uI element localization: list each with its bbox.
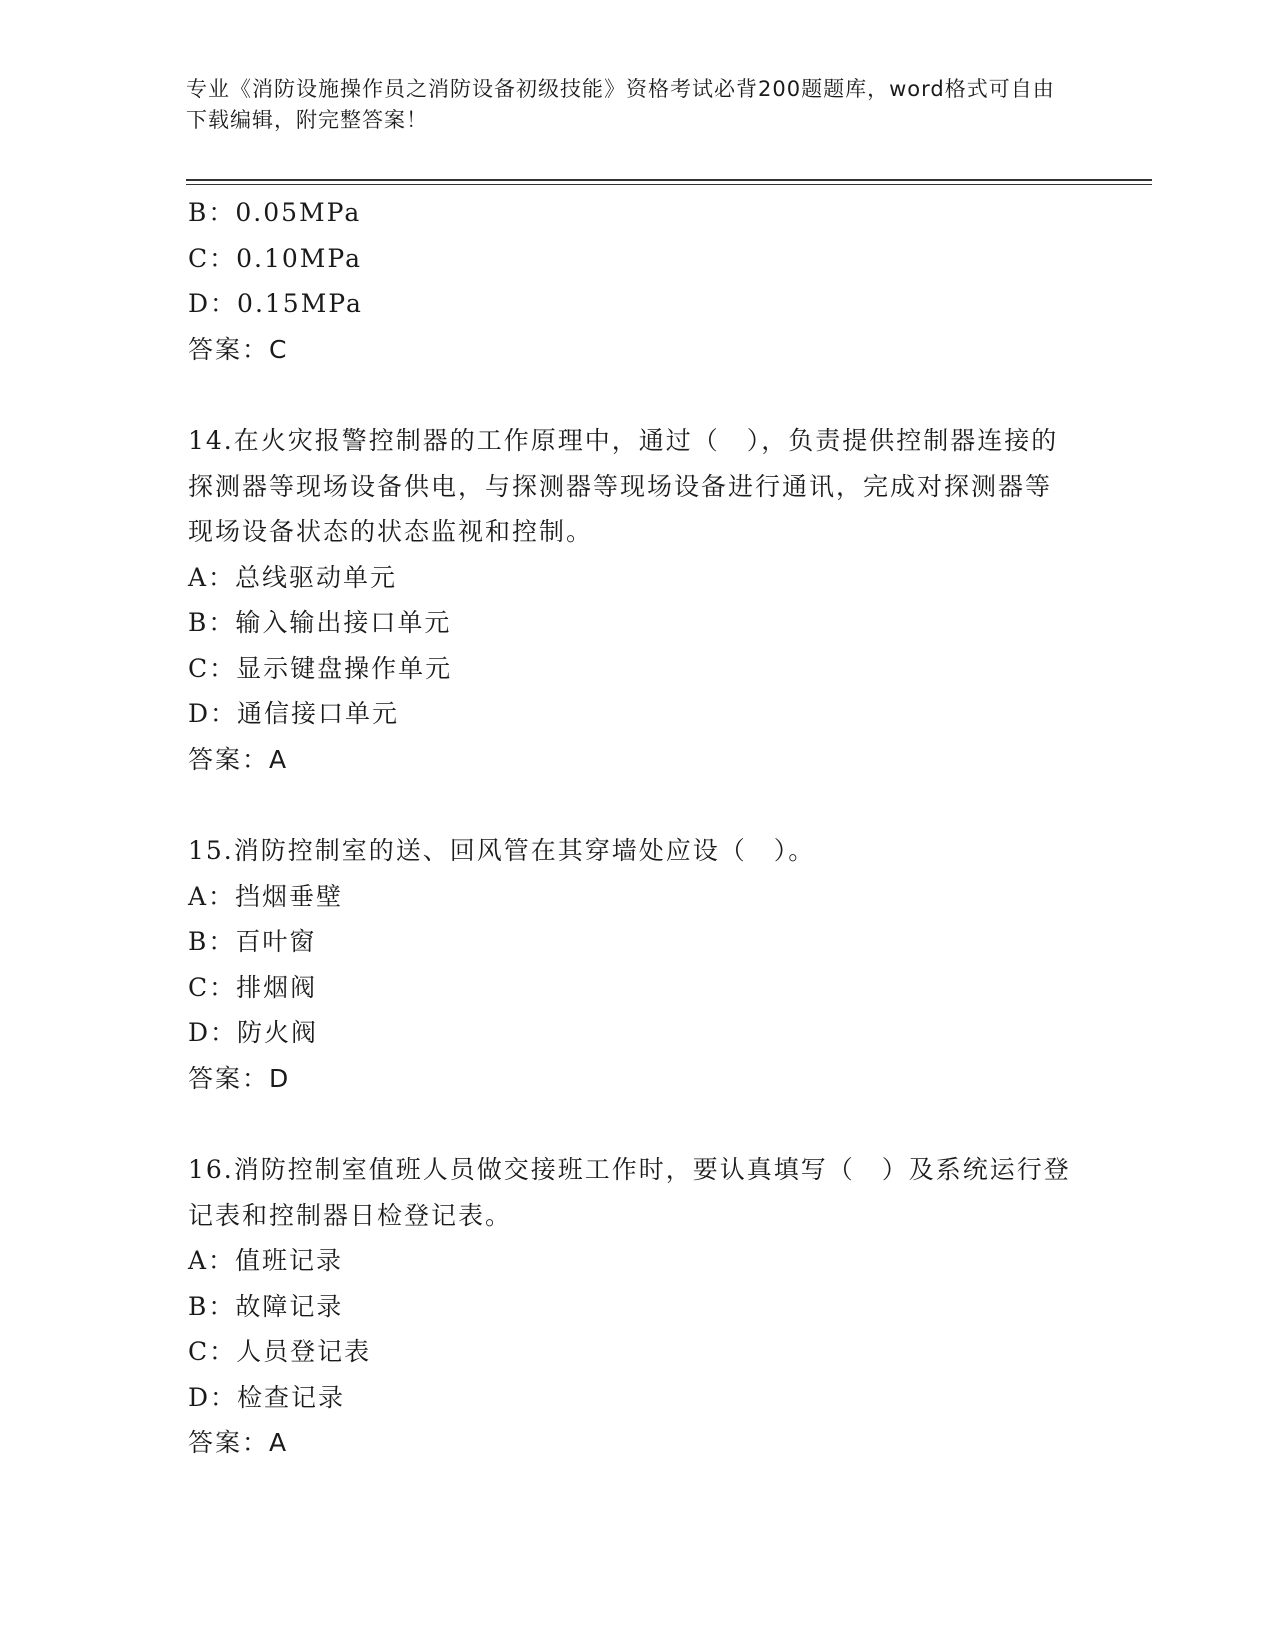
option-b: B：输入输出接口单元 <box>188 608 452 637</box>
option-c: C：排烟阀 <box>188 972 318 1002</box>
question-list <box>188 190 1088 1466</box>
option-c: C：0.10MPa <box>188 243 362 273</box>
carryover-question-block <box>188 190 1088 372</box>
option-d: D：防火阀 <box>188 1018 319 1047</box>
option-c: C：人员登记表 <box>188 1337 372 1366</box>
question-block-15 <box>188 828 1088 1101</box>
question-block-14 <box>188 418 1088 782</box>
option-d: D：通信接口单元 <box>188 699 400 728</box>
option-a: A：挡烟垂壁 <box>188 881 344 911</box>
option-c: C：显示键盘操作单元 <box>188 653 453 683</box>
option-a: A：值班记录 <box>188 1246 344 1275</box>
spacer <box>188 372 1088 418</box>
answer-line: 答案：D <box>188 1063 291 1093</box>
answer-line: 答案：A <box>188 1428 289 1457</box>
spacer <box>188 1101 1088 1147</box>
question-block-16 <box>188 1147 1088 1466</box>
spacer <box>188 782 1088 828</box>
question-text: 15.消防控制室的送、回风管在其穿墙处应设（ ）。 <box>188 836 816 865</box>
header-rule-thick <box>186 179 1152 181</box>
option-a: A：总线驱动单元 <box>188 562 398 592</box>
question-text: 16.消防控制室值班人员做交接班工作时，要认真填写（ ）及系统运行登记表和控制器日检登记表。 <box>188 1155 1071 1230</box>
option-b: B：百叶窗 <box>188 927 317 956</box>
answer-line: 答案：A <box>188 744 289 774</box>
question-text: 14.在火灾报警控制器的工作原理中，通过（ ），负责提供控制器连接的探测器等现场设备供电，与探测器等现场设备进行通讯，完成对探测器等现场设备状态的状态监视和控制。 <box>188 426 1059 546</box>
answer-line: 答案：C <box>188 334 289 364</box>
document-header: 专业《消防设施操作员之消防设备初级技能》资格考试必背200题题库，word格式可自由下载编辑，附完整答案！ <box>186 77 1055 132</box>
header-rule-thin <box>186 184 1152 185</box>
option-b: B：0.05MPa <box>188 198 362 227</box>
option-b: B：故障记录 <box>188 1291 344 1321</box>
option-d: D：检查记录 <box>188 1382 346 1412</box>
option-d: D：0.15MPa <box>188 289 363 318</box>
